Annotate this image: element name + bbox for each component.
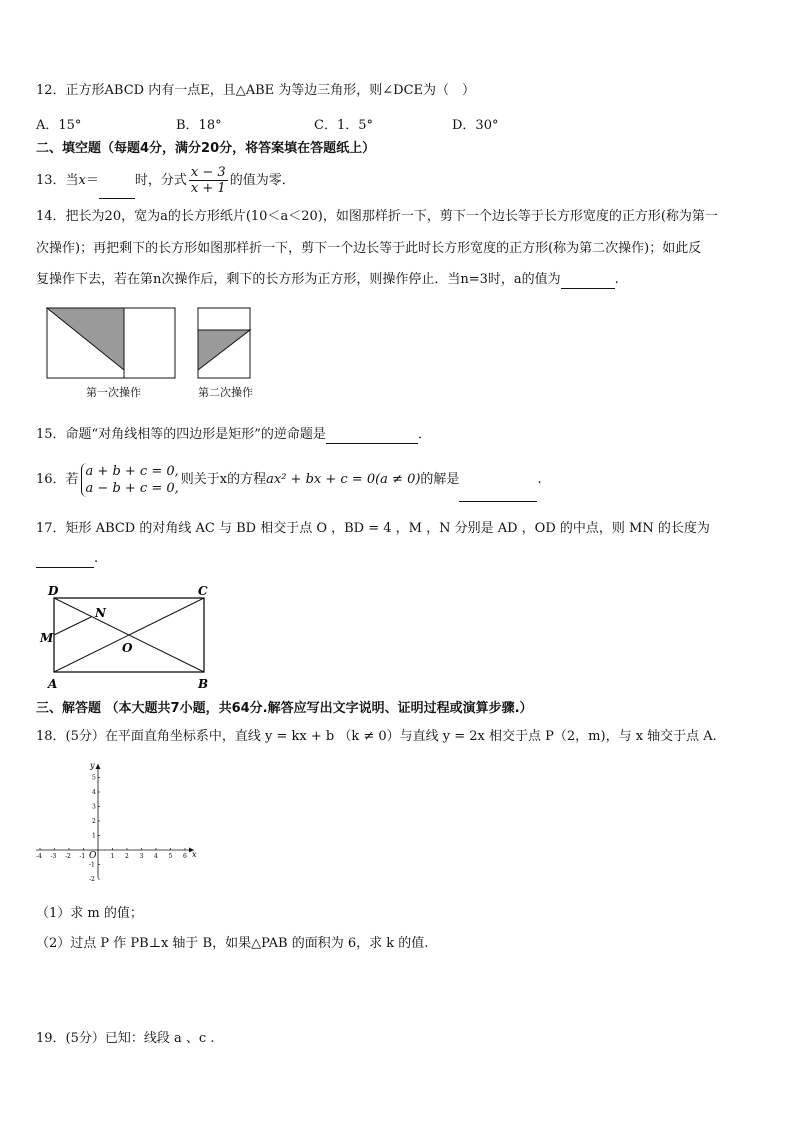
y-tick-label: 3 (92, 803, 96, 811)
q13-fraction (189, 165, 228, 196)
first-folded-triangle (47, 308, 124, 370)
q13-denominator: x + 1 (190, 181, 226, 196)
q16-mid: 则关于x的方程 (180, 472, 267, 487)
q16-system (81, 463, 179, 497)
y-tick-label: 2 (92, 818, 96, 825)
x-tick-label: 1 (110, 853, 115, 860)
q16-end: . (537, 472, 542, 487)
y-axis-arrow (96, 764, 101, 769)
q17-answer-line (36, 550, 98, 568)
label-m: M (40, 631, 54, 645)
x-tick-label: -4 (36, 853, 42, 860)
q16 (36, 458, 542, 502)
y-tick-label: -1 (89, 861, 95, 869)
x-tick-label: 2 (125, 853, 129, 860)
q13-numerator: x − 3 (190, 165, 226, 180)
y-tick-label: 5 (92, 774, 96, 782)
label-c: C (198, 584, 208, 598)
q16-equation: ax² + bx + c = 0(a ≠ 0) (266, 472, 421, 487)
x-tick-label: -1 (79, 853, 86, 860)
x-tick-label: -3 (50, 853, 57, 860)
x-tick-label: 6 (183, 853, 187, 860)
q18-coordinate-grid (32, 758, 202, 884)
section-3-heading: 三、解答题 （本大题共7小题，共64分.解答应写出文字说明、证明过程或演算步骤.） (36, 701, 533, 716)
q12-option-d: D．30° (452, 118, 499, 133)
q15-end: ． (417, 427, 431, 442)
q19-text: 19．(5分）已知：线段 a 、c . (36, 1031, 215, 1046)
q14-line1: 14．把长为20，宽为a的长方形纸片(10＜a＜20)，如图那样折一下，剪下一个边长等于长方形宽度的正方形(称为第一 (36, 209, 718, 224)
label-o: O (122, 641, 133, 655)
q15 (36, 426, 431, 444)
q14-line2: 次操作)；再把剩下的长方形如图那样折一下，剪下一个边长等于此时长方形宽度的正方形(称为第二次操作)；如此反 (36, 241, 702, 256)
q17-end: . (94, 551, 99, 566)
y-tick-label: 1 (92, 832, 96, 840)
q12-option-a: A．15° (36, 118, 82, 133)
label-b: B (198, 677, 209, 691)
x-tick-label: 4 (154, 853, 158, 860)
q17-answer-blank[interactable] (36, 553, 94, 568)
q16-answer-blank[interactable] (459, 487, 537, 502)
x-axis-label: x (192, 850, 197, 859)
q13-answer-blank[interactable] (99, 184, 135, 199)
q12-option-b: B．18° (176, 118, 222, 133)
q13-eq: ＝ (85, 173, 99, 188)
q13-var: x (78, 173, 86, 188)
q17-text: 17．矩形 ABCD 的对角线 AC 与 BD 相交于点 O ，BD = 4 ，M ，N 分别是 AD ，OD 的中点，则 MN 的长度为 (36, 521, 710, 536)
label-a: A (48, 677, 58, 691)
q17-rectangle-figure (38, 580, 228, 692)
label-n: N (95, 606, 106, 620)
origin-label: O (89, 851, 97, 861)
y-axis-label: y (90, 761, 95, 770)
q14-line3: 复操作下去，若在第n次操作后，剩下的长方形为正方形，则操作停止．当n=3时，a的值为 . (36, 272, 619, 287)
q13-mid: 时，分式 (134, 173, 187, 188)
q18-sub1: （1）求 m 的值； (36, 906, 143, 921)
x-tick-label: 5 (168, 853, 173, 860)
q13-before: 13．当 (36, 173, 79, 188)
q16-before: 16．若 (36, 472, 79, 487)
segment-mn (54, 617, 91, 635)
q13-after: 的值为零． (229, 173, 295, 188)
y-tick-label: 4 (92, 789, 96, 796)
q18-sub2: （2）过点 P 作 PB⊥x 轴于 B，如果△PAB 的面积为 6，求 k 的值. (36, 936, 429, 951)
q14-fold-figures (40, 300, 270, 390)
q14-caption-1: 第一次操作 (86, 386, 141, 399)
q14-answer-blank[interactable] (561, 274, 615, 289)
q16-eq2: a − b + c = 0, (85, 480, 179, 496)
second-folded-triangle (198, 330, 250, 370)
section-2-heading: 二、填空题（每题4分，满分20分，将答案填在答题纸上） (36, 141, 376, 156)
y-tick-label: -2 (89, 876, 95, 883)
q15-answer-blank[interactable] (326, 429, 418, 444)
label-d: D (48, 584, 59, 598)
q18-text: 18．(5分）在平面直角坐标系中，直线 y = kx + b （k ≠ 0）与直线 y = 2x 相交于点 P（2，m)，与 x 轴交于点 A. (36, 729, 717, 744)
q14-caption-2: 第二次操作 (198, 386, 253, 399)
x-tick-label: -2 (65, 853, 71, 860)
q15-text: 15．命题“对角线相等的四边形是矩形”的逆命题是 (36, 427, 326, 442)
second-operation-figure (198, 308, 250, 378)
q12-option-c: C．1．5° (314, 118, 373, 133)
q13 (36, 163, 295, 199)
first-operation-figure (47, 308, 175, 378)
q16-eq1: a + b + c = 0, (85, 463, 179, 479)
q14-line3-text: 复操作下去，若在第n次操作后，剩下的长方形为正方形，则操作停止．当n=3时，a的值为 (36, 272, 561, 287)
q12-text: 12．正方形ABCD 内有一点E，且△ABE 为等边三角形，则∠DCE为（ ） (36, 83, 476, 98)
q16-after: 的解是 (420, 472, 460, 487)
x-tick-label: 3 (139, 853, 144, 860)
